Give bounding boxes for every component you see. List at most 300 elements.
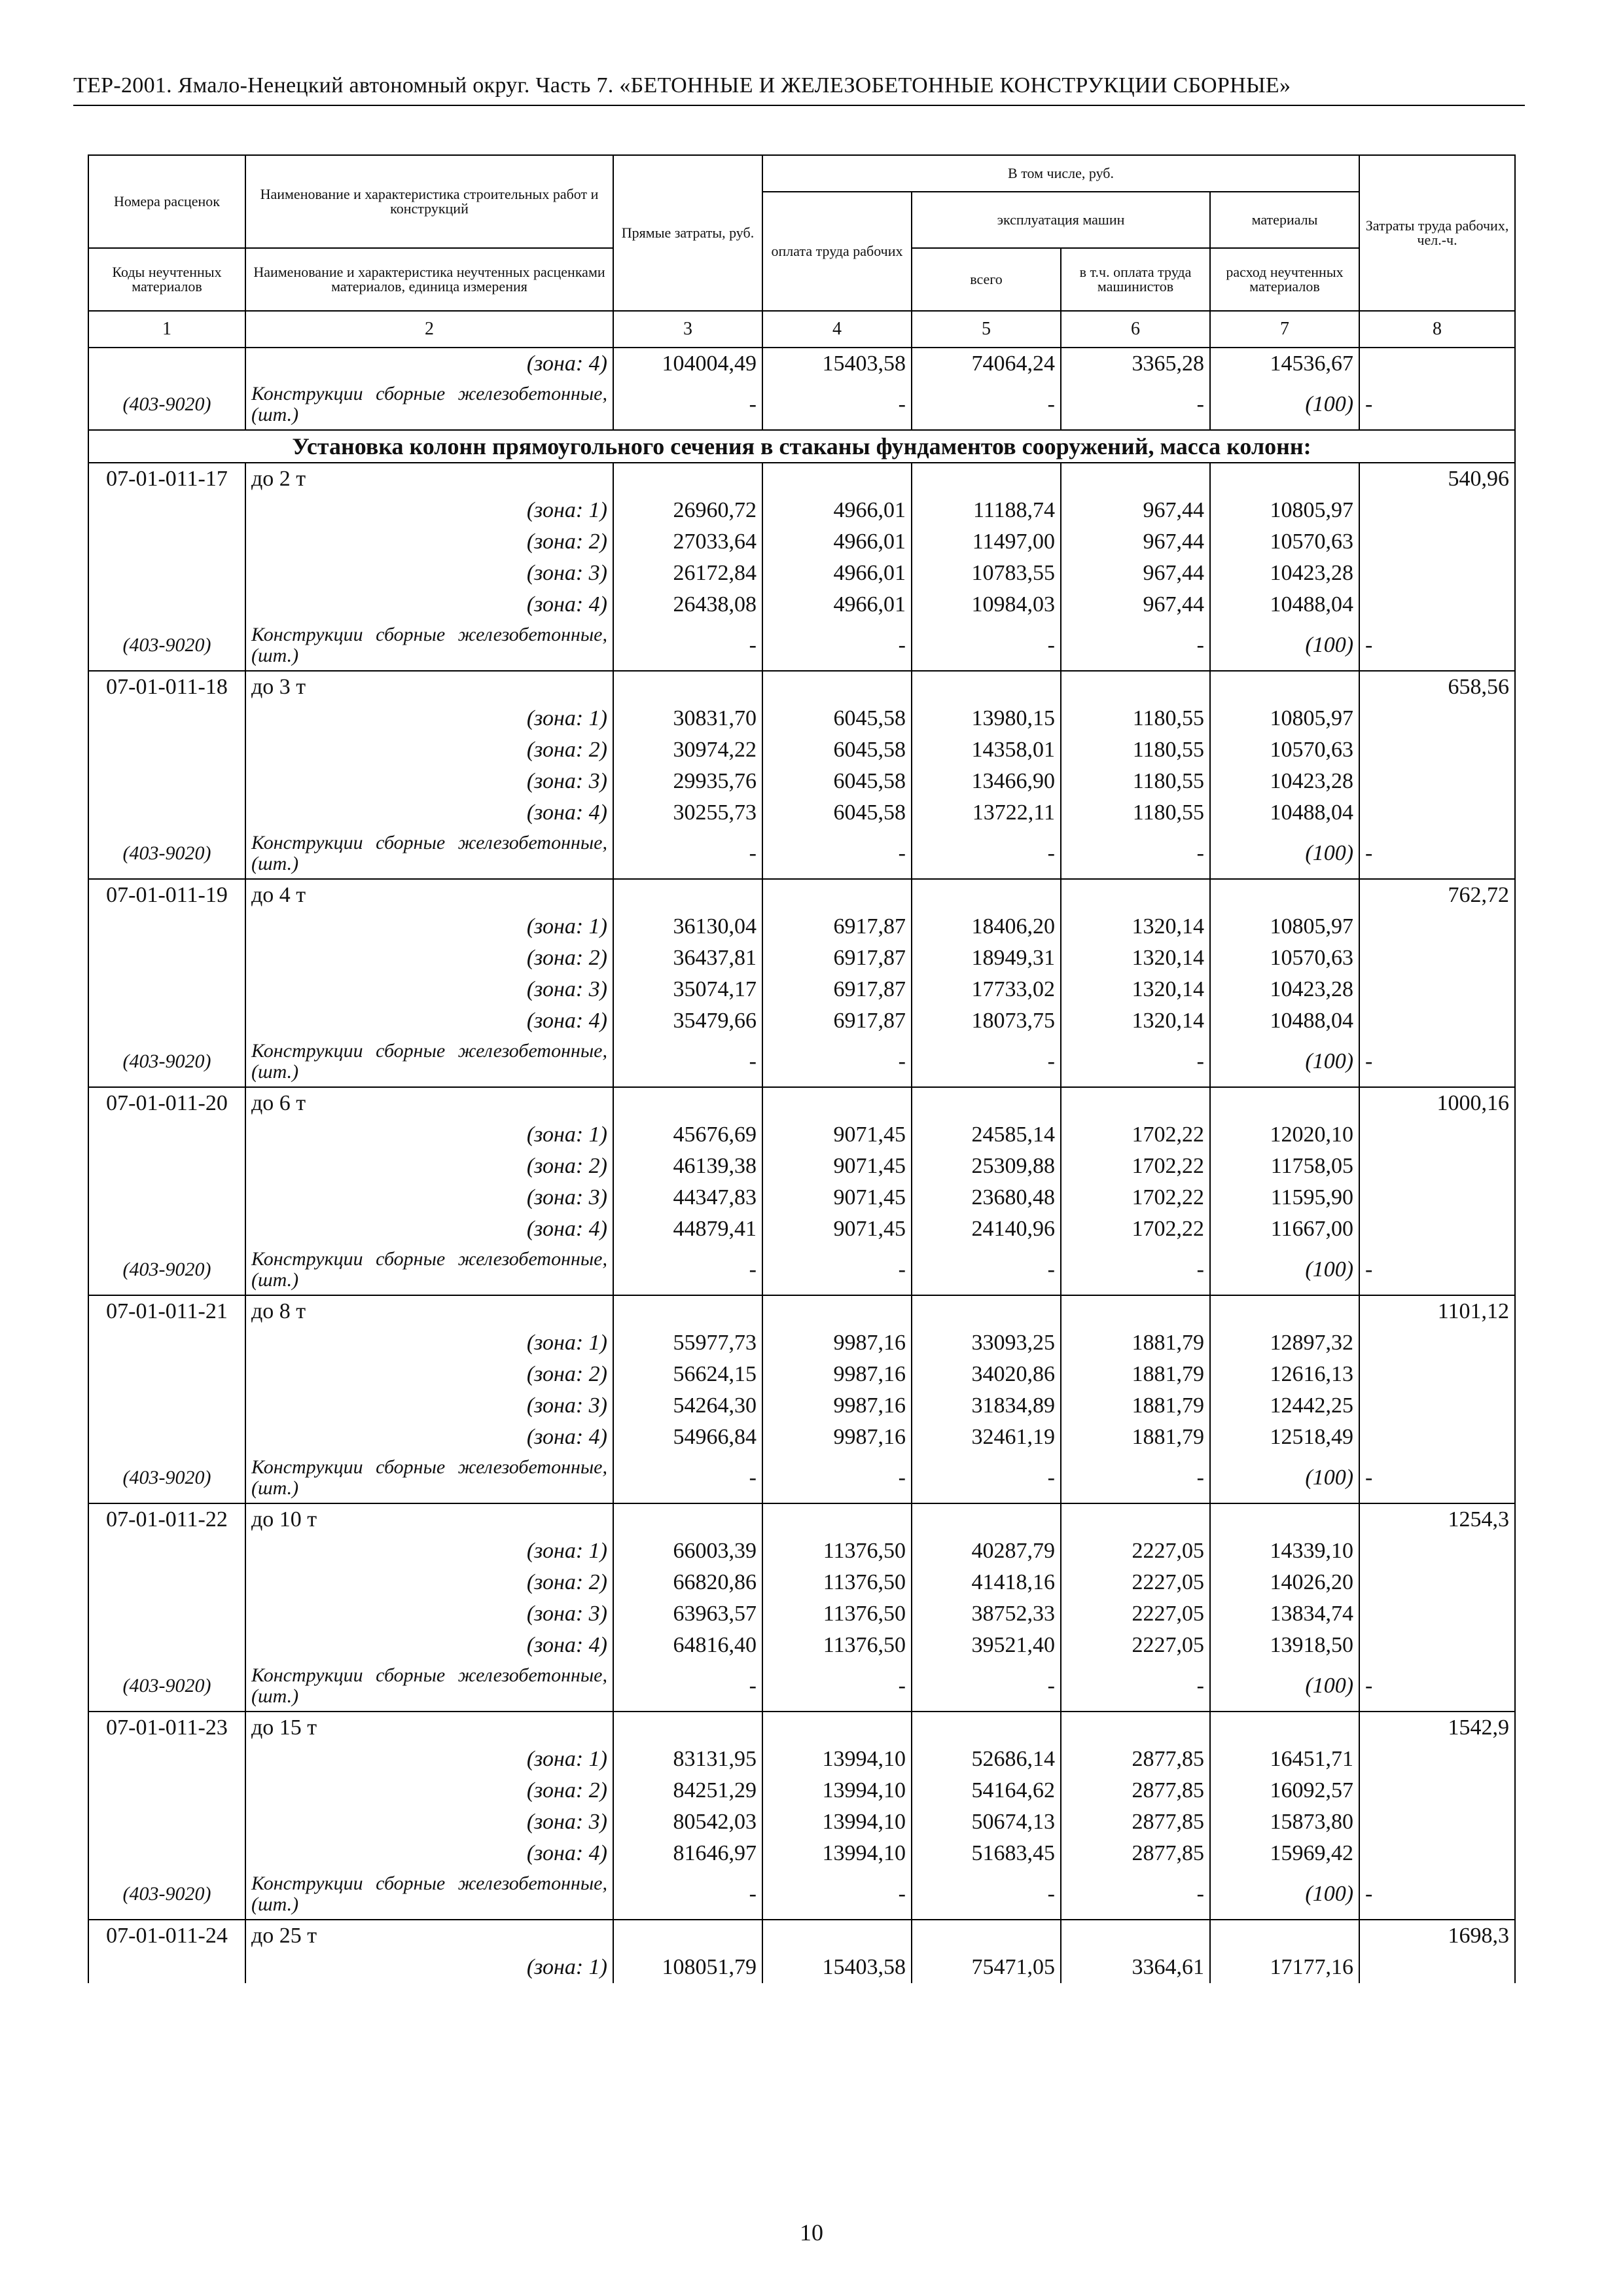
direct-cost: 63963,57 [613, 1598, 762, 1630]
wages-cost: 11376,50 [762, 1535, 912, 1567]
materials-cost: 14536,67 [1210, 348, 1359, 380]
machinist-wages: 1320,14 [1061, 942, 1210, 974]
material-dash: - [1061, 620, 1210, 671]
column-number: 4 [762, 311, 912, 348]
machinist-wages: 967,44 [1061, 589, 1210, 620]
page-header: ТЕР-2001. Ямало-Ненецкий автономный округ. Часть 7. «БЕТОННЫЕ И ЖЕЛЕЗОБЕТОННЫЕ КОНСТРУКЦИИ СБОРНЫЕ» [73, 73, 1291, 98]
machinist-wages: 3365,28 [1061, 348, 1210, 380]
zone-row [88, 1598, 1515, 1630]
zone-row [88, 495, 1515, 526]
labor-cell [1359, 703, 1515, 734]
material-dash: - [912, 380, 1061, 430]
direct-cost: 30831,70 [613, 703, 762, 734]
zone-row [88, 1005, 1515, 1037]
work-name: до 3 т [245, 671, 613, 703]
direct-cost: 54966,84 [613, 1422, 762, 1453]
material-labor-dash: - [1359, 1037, 1515, 1087]
material-name: Конструкции сборные железобетонные, (шт.) [245, 1245, 613, 1295]
material-row [88, 829, 1515, 879]
col-materials: материалы [1210, 192, 1359, 248]
header-rule [73, 105, 1525, 106]
price-code: 07-01-011-23 [88, 1712, 245, 1744]
zone-row [88, 1775, 1515, 1806]
work-name: до 4 т [245, 879, 613, 911]
wages-cost: 11376,50 [762, 1630, 912, 1661]
direct-cost: 45676,69 [613, 1119, 762, 1151]
empty-cell [1210, 1503, 1359, 1535]
machinist-wages: 967,44 [1061, 495, 1210, 526]
material-code: (403-9020) [88, 380, 245, 430]
price-item-row [88, 463, 1515, 495]
wages-cost: 11376,50 [762, 1567, 912, 1598]
material-row [88, 620, 1515, 671]
machinist-wages: 1702,22 [1061, 1119, 1210, 1151]
labor-cell [1359, 974, 1515, 1005]
material-dash: - [613, 380, 762, 430]
zone-row [88, 1806, 1515, 1838]
zone-row [88, 1422, 1515, 1453]
empty-cell [613, 879, 762, 911]
wages-cost: 9987,16 [762, 1390, 912, 1422]
direct-cost: 108051,79 [613, 1952, 762, 1983]
materials-cost: 12442,25 [1210, 1390, 1359, 1422]
zone-label: (зона: 1) [245, 1952, 613, 1983]
direct-cost: 35479,66 [613, 1005, 762, 1037]
zone-row [88, 1567, 1515, 1598]
empty-cell [762, 1920, 912, 1952]
empty-cell [912, 1295, 1061, 1327]
machinist-wages: 1702,22 [1061, 1151, 1210, 1182]
materials-cost: 15873,80 [1210, 1806, 1359, 1838]
direct-cost: 30255,73 [613, 797, 762, 829]
zone-row [88, 1151, 1515, 1182]
material-code: (403-9020) [88, 1453, 245, 1503]
direct-cost: 35074,17 [613, 974, 762, 1005]
zone-row [88, 589, 1515, 620]
empty-cell [1061, 1295, 1210, 1327]
direct-cost: 26438,08 [613, 589, 762, 620]
zone-row [88, 558, 1515, 589]
empty-cell [1061, 879, 1210, 911]
section-row [88, 430, 1515, 463]
material-dash: - [762, 1037, 912, 1087]
empty-cell [912, 1503, 1061, 1535]
zone-row [88, 1838, 1515, 1869]
material-name: Конструкции сборные железобетонные, (шт.) [245, 620, 613, 671]
machines-cost: 11188,74 [912, 495, 1061, 526]
machines-cost: 41418,16 [912, 1567, 1061, 1598]
direct-cost: 26172,84 [613, 558, 762, 589]
zone-row [88, 1327, 1515, 1359]
zone-row [88, 1213, 1515, 1245]
empty-cell [912, 879, 1061, 911]
price-code-cell [88, 974, 245, 1005]
direct-cost: 27033,64 [613, 526, 762, 558]
col-wages: оплата труда рабочих [762, 192, 912, 311]
labor-cell [1359, 1598, 1515, 1630]
price-item-row [88, 1503, 1515, 1535]
price-code-cell [88, 1598, 245, 1630]
materials-cost: 10423,28 [1210, 766, 1359, 797]
col-price-no: Номера расценок [88, 155, 245, 248]
empty-cell [1210, 1087, 1359, 1119]
zone-label: (зона: 2) [245, 526, 613, 558]
machinist-wages: 2877,85 [1061, 1775, 1210, 1806]
material-usage: (100) [1210, 620, 1359, 671]
col-mach-wages: в т.ч. оплата труда машинистов [1061, 248, 1210, 311]
labor-cell [1359, 1359, 1515, 1390]
price-code: 07-01-011-19 [88, 879, 245, 911]
direct-cost: 66820,86 [613, 1567, 762, 1598]
material-row [88, 1453, 1515, 1503]
price-code-cell [88, 766, 245, 797]
work-name: до 10 т [245, 1503, 613, 1535]
zone-row [88, 911, 1515, 942]
labor-cell [1359, 526, 1515, 558]
material-dash: - [762, 1453, 912, 1503]
column-number: 5 [912, 311, 1061, 348]
price-table [88, 154, 1516, 1983]
zone-row [88, 1119, 1515, 1151]
price-code-cell [88, 1775, 245, 1806]
material-code: (403-9020) [88, 620, 245, 671]
materials-cost: 13918,50 [1210, 1630, 1359, 1661]
wages-cost: 6045,58 [762, 766, 912, 797]
machines-cost: 14358,01 [912, 734, 1061, 766]
labor-value: 1000,16 [1359, 1087, 1515, 1119]
price-code-cell [88, 589, 245, 620]
labor-value: 1698,3 [1359, 1920, 1515, 1952]
machinist-wages: 2227,05 [1061, 1630, 1210, 1661]
price-code-cell [88, 1952, 245, 1983]
empty-cell [762, 671, 912, 703]
price-code-cell [88, 911, 245, 942]
machinist-wages: 1881,79 [1061, 1327, 1210, 1359]
material-dash: - [1061, 1037, 1210, 1087]
wages-cost: 9071,45 [762, 1182, 912, 1213]
price-code: 07-01-011-20 [88, 1087, 245, 1119]
direct-cost: 104004,49 [613, 348, 762, 380]
price-code-cell [88, 797, 245, 829]
section-title: Установка колонн прямоугольного сечения в стаканы фундаментов сооружений, масса колонн: [88, 430, 1515, 463]
labor-cell [1359, 1327, 1515, 1359]
machinist-wages: 1180,55 [1061, 703, 1210, 734]
labor-value: 540,96 [1359, 463, 1515, 495]
empty-cell [1061, 463, 1210, 495]
labor-cell [1359, 1630, 1515, 1661]
machinist-wages: 1881,79 [1061, 1390, 1210, 1422]
empty-cell [912, 1920, 1061, 1952]
machines-cost: 24140,96 [912, 1213, 1061, 1245]
table-body [88, 348, 1515, 1983]
price-code-cell [88, 1535, 245, 1567]
material-dash: - [1061, 1453, 1210, 1503]
material-code: (403-9020) [88, 1037, 245, 1087]
zone-label: (зона: 4) [245, 1005, 613, 1037]
wages-cost: 4966,01 [762, 495, 912, 526]
empty-cell [762, 1295, 912, 1327]
materials-cost: 12518,49 [1210, 1422, 1359, 1453]
wages-cost: 9987,16 [762, 1422, 912, 1453]
price-code-cell [88, 1390, 245, 1422]
wages-cost: 13994,10 [762, 1744, 912, 1775]
wages-cost: 6917,87 [762, 1005, 912, 1037]
materials-cost: 13834,74 [1210, 1598, 1359, 1630]
zone-row [88, 1535, 1515, 1567]
labor-cell [1359, 797, 1515, 829]
empty-cell [912, 463, 1061, 495]
empty-cell [912, 1087, 1061, 1119]
material-dash: - [912, 620, 1061, 671]
labor-value: 1254,3 [1359, 1503, 1515, 1535]
wages-cost: 9071,45 [762, 1213, 912, 1245]
wages-cost: 6917,87 [762, 974, 912, 1005]
labor-value: 1101,12 [1359, 1295, 1515, 1327]
machinist-wages: 1180,55 [1061, 797, 1210, 829]
zone-label: (зона: 1) [245, 1327, 613, 1359]
material-name: Конструкции сборные железобетонные, (шт.) [245, 380, 613, 430]
material-dash: - [762, 1869, 912, 1920]
material-code: (403-9020) [88, 829, 245, 879]
material-labor-dash: - [1359, 1661, 1515, 1712]
zone-label: (зона: 3) [245, 1598, 613, 1630]
machinist-wages: 1320,14 [1061, 911, 1210, 942]
machines-cost: 24585,14 [912, 1119, 1061, 1151]
labor-cell [1359, 1806, 1515, 1838]
empty-cell [762, 879, 912, 911]
price-item-row [88, 879, 1515, 911]
material-labor-dash: - [1359, 829, 1515, 879]
zone-label: (зона: 4) [245, 589, 613, 620]
empty-cell [1061, 1087, 1210, 1119]
direct-cost: 56624,15 [613, 1359, 762, 1390]
material-labor-dash: - [1359, 620, 1515, 671]
machines-cost: 18073,75 [912, 1005, 1061, 1037]
material-labor-dash: - [1359, 1869, 1515, 1920]
labor-cell [1359, 495, 1515, 526]
labor-cell [1359, 589, 1515, 620]
material-dash: - [762, 829, 912, 879]
price-table-frame [88, 154, 1514, 1983]
work-name: до 25 т [245, 1920, 613, 1952]
zone-row [88, 1182, 1515, 1213]
machines-cost: 18406,20 [912, 911, 1061, 942]
work-name: до 15 т [245, 1712, 613, 1744]
zone-label: (зона: 2) [245, 1567, 613, 1598]
price-code-cell [88, 734, 245, 766]
empty-cell [762, 1087, 912, 1119]
material-dash: - [1061, 1245, 1210, 1295]
direct-cost: 64816,40 [613, 1630, 762, 1661]
materials-cost: 11667,00 [1210, 1213, 1359, 1245]
materials-cost: 11758,05 [1210, 1151, 1359, 1182]
zone-row [88, 1390, 1515, 1422]
price-code-cell [88, 1327, 245, 1359]
machinist-wages: 2877,85 [1061, 1806, 1210, 1838]
material-code: (403-9020) [88, 1245, 245, 1295]
material-dash: - [613, 620, 762, 671]
column-number: 1 [88, 311, 245, 348]
material-dash: - [762, 620, 912, 671]
machinist-wages: 1180,55 [1061, 766, 1210, 797]
materials-cost: 10423,28 [1210, 558, 1359, 589]
zone-label: (зона: 4) [245, 1422, 613, 1453]
material-name: Конструкции сборные железобетонные, (шт.) [245, 1869, 613, 1920]
material-dash: - [912, 1453, 1061, 1503]
direct-cost: 81646,97 [613, 1838, 762, 1869]
machinist-wages: 1881,79 [1061, 1422, 1210, 1453]
price-code-cell [88, 942, 245, 974]
materials-cost: 10570,63 [1210, 942, 1359, 974]
zone-label: (зона: 1) [245, 911, 613, 942]
price-code-cell [88, 526, 245, 558]
material-name: Конструкции сборные железобетонные, (шт.) [245, 829, 613, 879]
machines-cost: 51683,45 [912, 1838, 1061, 1869]
materials-cost: 14026,20 [1210, 1567, 1359, 1598]
price-code: 07-01-011-18 [88, 671, 245, 703]
wages-cost: 6045,58 [762, 797, 912, 829]
machines-cost: 74064,24 [912, 348, 1061, 380]
materials-cost: 10423,28 [1210, 974, 1359, 1005]
empty-cell [912, 1712, 1061, 1744]
zone-row [88, 1630, 1515, 1661]
price-code-cell [88, 1567, 245, 1598]
labor-value: 1542,9 [1359, 1712, 1515, 1744]
material-dash: - [613, 1037, 762, 1087]
labor-cell [1359, 1775, 1515, 1806]
direct-cost: 80542,03 [613, 1806, 762, 1838]
wages-cost: 11376,50 [762, 1598, 912, 1630]
material-usage: (100) [1210, 1869, 1359, 1920]
price-code-cell [88, 1630, 245, 1661]
empty-cell [1061, 1712, 1210, 1744]
zone-label: (зона: 2) [245, 1775, 613, 1806]
zone-row [88, 734, 1515, 766]
zone-label: (зона: 1) [245, 1119, 613, 1151]
empty-cell [762, 1503, 912, 1535]
empty-cell [613, 1712, 762, 1744]
material-dash: - [1061, 380, 1210, 430]
direct-cost: 46139,38 [613, 1151, 762, 1182]
zone-row [88, 766, 1515, 797]
material-usage: (100) [1210, 380, 1359, 430]
zone-label: (зона: 2) [245, 942, 613, 974]
material-labor-dash: - [1359, 1245, 1515, 1295]
labor-cell [1359, 734, 1515, 766]
material-labor-dash: - [1359, 380, 1515, 430]
work-name: до 6 т [245, 1087, 613, 1119]
labor-cell [1359, 1182, 1515, 1213]
machinist-wages: 1702,22 [1061, 1182, 1210, 1213]
price-code: 07-01-011-24 [88, 1920, 245, 1952]
materials-cost: 16092,57 [1210, 1775, 1359, 1806]
material-code: (403-9020) [88, 1661, 245, 1712]
wages-cost: 4966,01 [762, 558, 912, 589]
materials-cost: 12020,10 [1210, 1119, 1359, 1151]
price-code-cell [88, 1005, 245, 1037]
direct-cost: 36437,81 [613, 942, 762, 974]
machines-cost: 31834,89 [912, 1390, 1061, 1422]
materials-cost: 15969,42 [1210, 1838, 1359, 1869]
material-row [88, 1245, 1515, 1295]
machines-cost: 10783,55 [912, 558, 1061, 589]
zone-label: (зона: 1) [245, 495, 613, 526]
zone-label: (зона: 2) [245, 1359, 613, 1390]
material-dash: - [613, 1869, 762, 1920]
wages-cost: 6045,58 [762, 734, 912, 766]
zone-row [88, 1744, 1515, 1775]
work-name: до 2 т [245, 463, 613, 495]
wages-cost: 4966,01 [762, 589, 912, 620]
machinist-wages: 3364,61 [1061, 1952, 1210, 1983]
material-usage: (100) [1210, 1453, 1359, 1503]
col-work-name: Наименование и характеристика строительных работ и конструкций [245, 155, 613, 248]
wages-cost: 13994,10 [762, 1806, 912, 1838]
machines-cost: 52686,14 [912, 1744, 1061, 1775]
material-dash: - [912, 1661, 1061, 1712]
zone-row [88, 703, 1515, 734]
direct-cost: 84251,29 [613, 1775, 762, 1806]
zone-row [88, 1952, 1515, 1983]
labor-cell [1359, 558, 1515, 589]
direct-cost: 66003,39 [613, 1535, 762, 1567]
machines-cost: 33093,25 [912, 1327, 1061, 1359]
column-number: 8 [1359, 311, 1515, 348]
material-usage: (100) [1210, 1661, 1359, 1712]
page-number: 10 [800, 2219, 823, 2246]
labor-cell [1359, 1535, 1515, 1567]
materials-cost: 14339,10 [1210, 1535, 1359, 1567]
price-code-cell [88, 703, 245, 734]
direct-cost: 44879,41 [613, 1213, 762, 1245]
price-code: 07-01-011-21 [88, 1295, 245, 1327]
material-dash: - [613, 1661, 762, 1712]
labor-cell [1359, 1567, 1515, 1598]
price-code-cell [88, 495, 245, 526]
wages-cost: 13994,10 [762, 1775, 912, 1806]
direct-cost: 83131,95 [613, 1744, 762, 1775]
empty-cell [613, 463, 762, 495]
direct-cost: 55977,73 [613, 1327, 762, 1359]
zone-row [88, 797, 1515, 829]
material-code: (403-9020) [88, 1869, 245, 1920]
zone-label: (зона: 1) [245, 703, 613, 734]
labor-cell [1359, 1744, 1515, 1775]
material-dash: - [912, 1245, 1061, 1295]
material-usage: (100) [1210, 1245, 1359, 1295]
zone-label: (зона: 4) [245, 1213, 613, 1245]
wages-cost: 9987,16 [762, 1327, 912, 1359]
zone-label: (зона: 4) [245, 1838, 613, 1869]
price-code: 07-01-011-17 [88, 463, 245, 495]
zone-row [88, 526, 1515, 558]
zone-label: (зона: 3) [245, 766, 613, 797]
material-dash: - [912, 1037, 1061, 1087]
machines-cost: 40287,79 [912, 1535, 1061, 1567]
machines-cost: 18949,31 [912, 942, 1061, 974]
column-number: 7 [1210, 311, 1359, 348]
wages-cost: 9071,45 [762, 1151, 912, 1182]
material-dash: - [613, 829, 762, 879]
labor-cell [1359, 1952, 1515, 1983]
labor-cell [1359, 942, 1515, 974]
col-mat-name: Наименование и характеристика неучтенных расценками материалов, единица измерения [245, 248, 613, 311]
work-name: до 8 т [245, 1295, 613, 1327]
material-name: Конструкции сборные железобетонные, (шт.) [245, 1661, 613, 1712]
machines-cost: 17733,02 [912, 974, 1061, 1005]
price-code: 07-01-011-22 [88, 1503, 245, 1535]
material-usage: (100) [1210, 829, 1359, 879]
